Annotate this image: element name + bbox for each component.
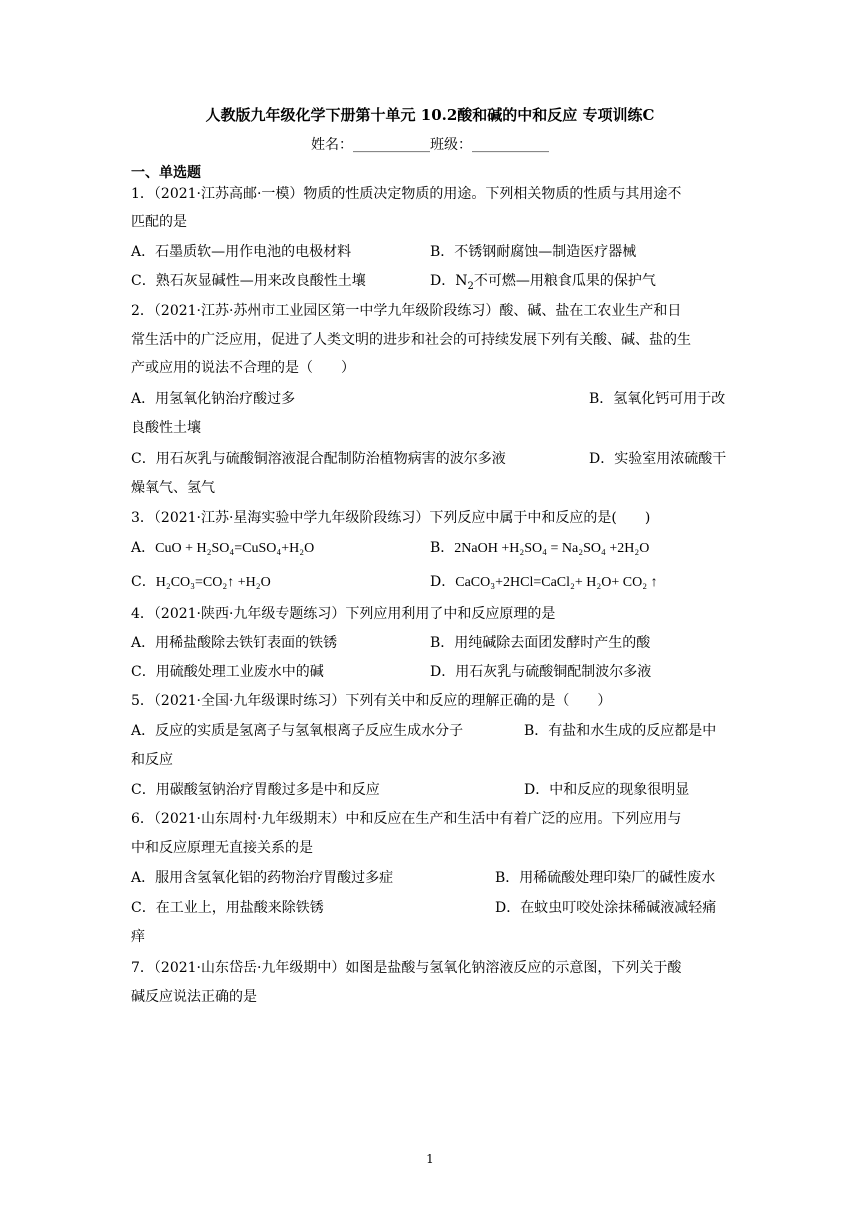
q3-option-a-equation: CuO + H₂SO₄=CuSO₄+H₂O	[155, 541, 315, 556]
q1-stem-line1: 1．（2021·江苏高邮·一模）物质的性质决定物质的用途。下列相关物质的性质与其用途不	[131, 186, 682, 202]
q6-option-b: B．用稀硫酸处理印染厂的碱性废水	[495, 870, 716, 886]
q7-stem-line2: 碱反应说法正确的是	[131, 989, 257, 1005]
q3-option-c: C．H₂CO₃=CO₂↑ +H₂O	[131, 574, 271, 590]
document-title: 人教版九年级化学下册第十单元 10.2酸和碱的中和反应 专项训练C	[205, 106, 655, 124]
q2-option-d-line2: 燥氧气、氢气	[131, 480, 215, 496]
q3-stem: 3．（2021·江苏·星海实验中学九年级阶段练习）下列反应中属于中和反应的是( )	[131, 510, 651, 526]
q5-option-c: C．用碳酸氢钠治疗胃酸过多是中和反应	[131, 782, 380, 798]
q3-option-a: A．CuO + H₂SO₄=CuSO₄+H₂O	[131, 540, 315, 556]
q6-stem-line1: 6．（2021·山东周村·九年级期末）中和反应在生产和生活中有着广泛的应用。下列应用与	[131, 811, 682, 827]
q4-option-b: B．用纯碱除去面团发酵时产生的酸	[430, 635, 651, 651]
q3-option-c-equation: H₂CO₃=CO₂↑ +H₂O	[155, 575, 271, 590]
name-class-line: 姓名：___________班级：___________	[311, 137, 549, 153]
q2-option-d-line1: D．实验室用浓硫酸干	[589, 451, 727, 467]
q4-stem: 4．（2021·陕西·九年级专题练习）下列应用利用了中和反应原理的是	[131, 606, 556, 622]
q3-option-d: D．CaCO₃+2HCl=CaCl₂+ H₂O+ CO₂ ↑	[430, 574, 658, 590]
q5-option-d: D．中和反应的现象很明显	[524, 782, 690, 798]
q5-option-b-line1: B．有盐和水生成的反应都是中	[524, 723, 717, 739]
q4-option-a: A．用稀盐酸除去铁钉表面的铁锈	[131, 635, 338, 651]
q2-stem-line2: 常生活中的广泛应用，促进了人类文明的进步和社会的可持续发展下列有关酸、碱、盐的生	[131, 332, 691, 348]
q2-option-b-line1: B．氢氧化钙可用于改	[589, 391, 726, 407]
q5-option-b-line2: 和反应	[131, 752, 173, 768]
q2-option-c: C．用石灰乳与硫酸铜溶液混合配制防治植物病害的波尔多液	[131, 451, 506, 467]
q1-stem-line2: 匹配的是	[131, 214, 187, 230]
page-number: 1	[426, 1152, 434, 1166]
q6-option-a: A．服用含氢氧化铝的药物治疗胃酸过多症	[131, 870, 394, 886]
q1-option-b: B．不锈钢耐腐蚀—制造医疗器械	[430, 244, 637, 260]
q7-stem-line1: 7．（2021·山东岱岳·九年级期中）如图是盐酸与氢氧化钠溶液反应的示意图，下列关于酸	[131, 960, 682, 976]
q2-stem-line3: 产或应用的说法不合理的是（ ）	[131, 360, 355, 376]
q5-stem: 5．（2021·全国·九年级课时练习）下列有关中和反应的理解正确的是（ ）	[131, 693, 612, 709]
q6-stem-line2: 中和反应原理无直接关系的是	[131, 840, 313, 856]
q1-option-a: A．石墨质软—用作电池的电极材料	[131, 244, 352, 260]
q6-option-c: C．在工业上，用盐酸来除铁锈	[131, 900, 324, 916]
q1-option-c: C．熟石灰显碱性—用来改良酸性土壤	[131, 273, 366, 289]
q3-option-d-equation: CaCO₃+2HCl=CaCl₂+ H₂O+ CO₂ ↑	[455, 575, 658, 590]
q3-option-b: B．2NaOH +H₂SO₄ = Na₂SO₄ +2H₂O	[430, 540, 650, 556]
q2-stem-line1: 2．（2021·江苏·苏州市工业园区第一中学九年级阶段练习）酸、碱、盐在工农业生产和日	[131, 303, 682, 319]
q2-option-b-line2: 良酸性土壤	[131, 420, 201, 436]
q4-option-d: D．用石灰乳与硫酸铜配制波尔多液	[430, 664, 652, 680]
q6-option-d-line1: D．在蚊虫叮咬处涂抹稀碱液减轻痛	[495, 900, 717, 916]
q3-option-b-equation: 2NaOH +H₂SO₄ = Na₂SO₄ +2H₂O	[454, 541, 650, 556]
q6-option-d-line2: 痒	[131, 929, 145, 945]
section-heading: 一、单选题	[131, 165, 201, 181]
q5-option-a: A．反应的实质是氢离子与氢氧根离子反应生成水分子	[131, 723, 464, 739]
q4-option-c: C．用硫酸处理工业废水中的碱	[131, 664, 324, 680]
q1-option-d: D．$N_2$不可燃—用粮食瓜果的保护气	[430, 273, 656, 292]
q2-option-a: A．用氢氧化钠治疗酸过多	[131, 391, 296, 407]
